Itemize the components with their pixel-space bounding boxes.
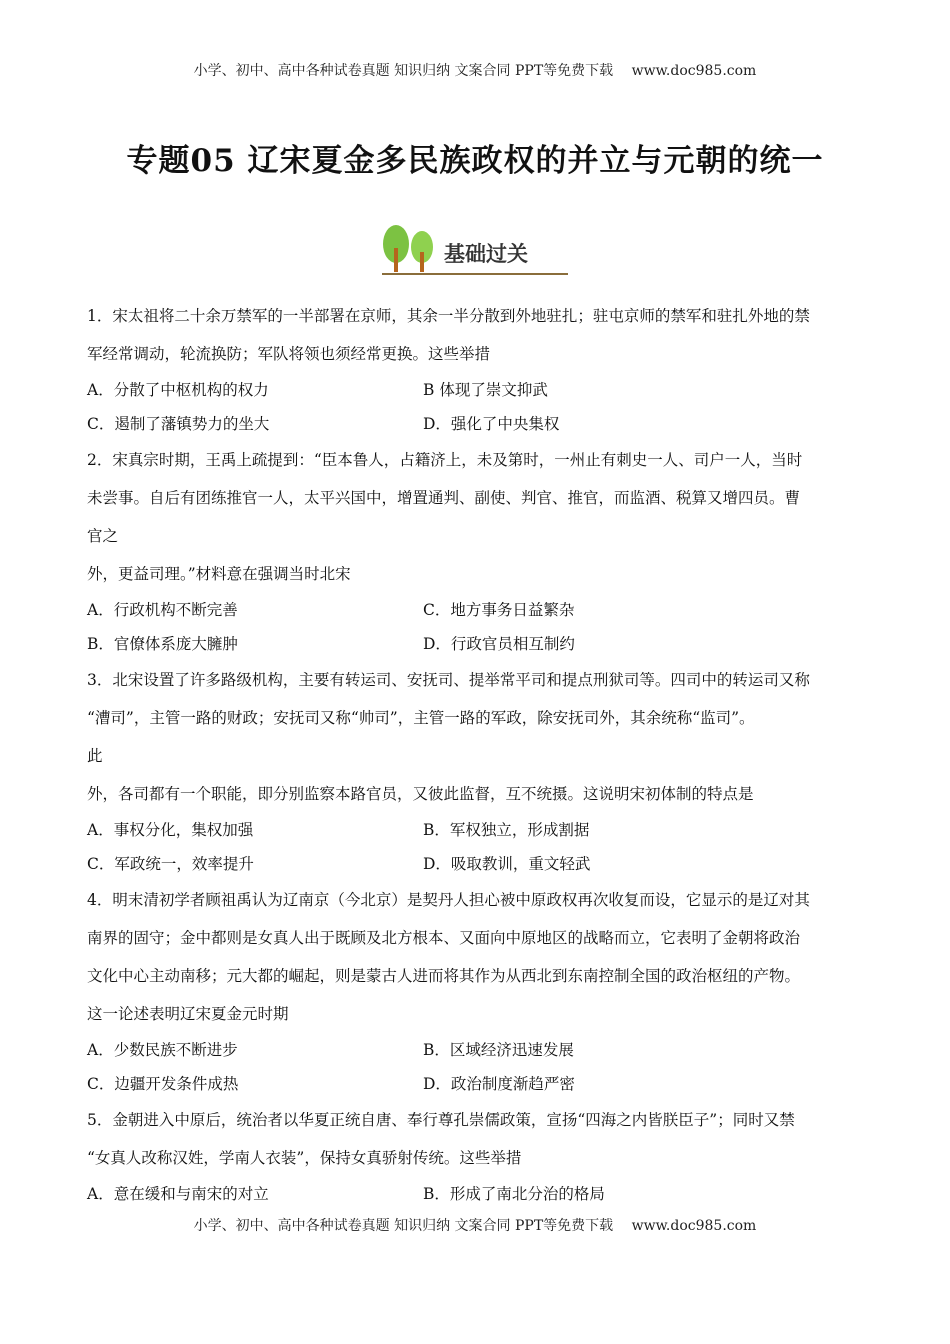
question-text-line: 外，各司都有一个职能，即分别监察本路官员，又彼此监督，互不统摄。这说明宋初体制的特点是 (87, 785, 754, 803)
question-text-line: 外，更益司理。”材料意在强调当时北宋 (87, 565, 351, 583)
answer-option: B 体现了崇文抑武 (423, 381, 548, 399)
answer-option: B．军权独立，形成割据 (423, 821, 590, 839)
answer-option: B．形成了南北分治的格局 (423, 1185, 605, 1203)
answer-option: D．吸取教训，重文轻武 (423, 855, 591, 873)
option-row (87, 1033, 867, 1067)
option-row (87, 373, 867, 407)
page-header: 小学、初中、高中各种试卷真题 知识归纳 文案合同 PPT等免费下载 www.doc985.com (193, 63, 757, 79)
option-row (87, 1067, 867, 1101)
question-item (87, 881, 867, 1101)
question-text-line: 3．北宋设置了许多路级机构，主要有转运司、安抚司、提举常平司和提点刑狱司等。四司中的转运司又称 (87, 671, 810, 689)
question-text-line: 文化中心主动南移；元大都的崛起，则是蒙古人进而将其作为从西北到东南控制全国的政治枢纽的产物。 (87, 967, 801, 985)
question-item (87, 297, 867, 441)
question-item (87, 661, 867, 881)
option-row (87, 1177, 867, 1211)
answer-option: A．意在缓和与南宋的对立 (87, 1185, 269, 1203)
question-text-line: 2．宋真宗时期，王禹上疏提到：“臣本鲁人，占籍济上，未及第时，一州止有刺史一人、司户一人，当时 (87, 451, 803, 469)
question-item (87, 441, 867, 661)
answer-option: C．边疆开发条件成热 (87, 1075, 239, 1093)
question-text-line: 南界的固守；金中都则是女真人出于既顾及北方根本、又面向中原地区的战略而立，它表明了金朝将政治 (87, 929, 801, 947)
question-text-line: 军经常调动，轮流换防；军队将领也须经常更换。这些举措 (87, 345, 491, 363)
answer-option: A．事权分化，集权加强 (87, 821, 254, 839)
question-text-line: 此 (87, 747, 103, 765)
question-text-line: 未尝事。自后有团练推官一人，太平兴国中，增置通判、副使、判官、推官，而监酒、税算又增四员。曹 (87, 489, 801, 507)
question-text-line: 1．宋太祖将二十余万禁军的一半部署在京师，其余一半分散到外地驻扎；驻屯京师的禁军和驻扎外地的禁 (87, 307, 810, 325)
question-list (87, 297, 867, 1211)
question-item (87, 1101, 867, 1211)
option-row (87, 407, 867, 441)
option-row (87, 847, 867, 881)
answer-option: D．强化了中央集权 (423, 415, 560, 433)
question-text-line: 4．明末清初学者顾祖禹认为辽南京（今北京）是契丹人担心被中原政权再次收复而设，它显示的是辽对其 (87, 891, 810, 909)
section-badge-label: 基础过关 (444, 242, 528, 266)
answer-option: C．地方事务日益繁杂 (423, 601, 575, 619)
answer-option: B．官僚体系庞大臃肿 (87, 635, 238, 653)
answer-option: C．军政统一，效率提升 (87, 855, 254, 873)
answer-option: A．行政机构不断完善 (87, 601, 238, 619)
answer-option: A．少数民族不断进步 (87, 1041, 238, 1059)
answer-option: B．区域经济迅速发展 (423, 1041, 574, 1059)
option-row (87, 813, 867, 847)
option-row (87, 627, 867, 661)
section-badge (378, 222, 574, 278)
page-footer: 小学、初中、高中各种试卷真题 知识归纳 文案合同 PPT等免费下载 www.doc985.com (193, 1218, 757, 1234)
answer-option: D．行政官员相互制约 (423, 635, 575, 653)
question-text-line: 5．金朝进入中原后，统治者以华夏正统自唐、奉行尊孔崇儒政策，宣扬“四海之内皆朕臣子”；同时又禁 (87, 1111, 795, 1129)
question-text-line: “漕司”，主管一路的财政；安抚司又称“帅司”，主管一路的军政，除安抚司外，其余统称“监司”。 (87, 709, 755, 727)
question-text-line: 这一论述表明辽宋夏金元时期 (87, 1005, 289, 1023)
answer-option: A．分散了中枢机构的权力 (87, 381, 269, 399)
answer-option: C．遏制了藩镇势力的坐大 (87, 415, 270, 433)
option-row (87, 593, 867, 627)
answer-option: D．政治制度渐趋严密 (423, 1075, 575, 1093)
question-text-line: 官之 (87, 527, 119, 545)
page-title: 专题05 辽宋夏金多民族政权的并立与元朝的统一 (126, 143, 824, 179)
question-text-line: “女真人改称汉姓，学南人衣装”，保持女真骄射传统。这些举措 (87, 1149, 522, 1167)
